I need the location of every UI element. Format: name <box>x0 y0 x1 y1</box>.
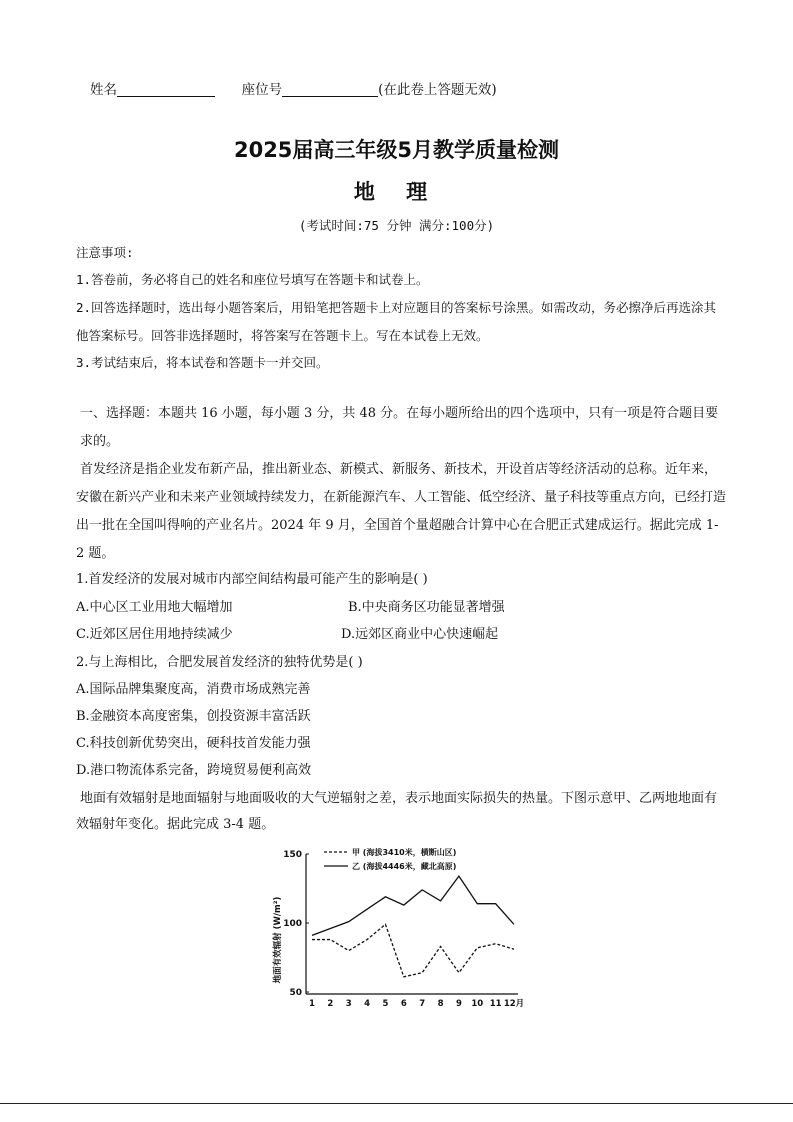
passage-2: 地面有效辐射是地面辐射与地面吸收的大气逆辐射之差，表示地面实际损失的热量。下图示意甲、乙两地地面有效辐射年变化。据此完成 3-4 题。 <box>76 791 718 832</box>
legend-label: 甲 (海拔3410米，横断山区) <box>352 848 457 857</box>
q2-option-d: D.港口物流体系完备，跨境贸易便利高效 <box>76 763 312 778</box>
x-tick-label: 12月 <box>503 999 525 1009</box>
subject-title: 地 理 <box>353 180 440 204</box>
name-label: 姓名 <box>90 82 117 98</box>
notice-item-3: 3.考试结束后，将本试卷和答题卡一并交回。 <box>76 355 329 370</box>
q1-option-c: C.近郊区居住用地持续减少 <box>76 627 233 642</box>
q2-option-a: A.国际品牌集聚度高，消费市场成熟完善 <box>76 682 311 697</box>
exam-title: 2025届高三年级5月教学质量检测 <box>233 138 560 162</box>
x-tick-label: 8 <box>437 999 444 1009</box>
notice-item-2: 2.回答选择题时，选出每小题答案后，用铅笔把答题卡上对应题目的答案标号涂黑。如需改动，务必擦净后再选涂其他答案标号。回答非选择题时，将答案写在答题卡上。写在本试卷上无效。 <box>76 300 717 343</box>
x-tick-label: 3 <box>345 999 352 1009</box>
exam-info: (考试时间:75 分钟 满分:100分) <box>298 218 495 233</box>
y-axis-label: 地面有效辐射 (W/m²) <box>273 896 283 984</box>
q2-stem: 2.与上海相比，合肥发展首发经济的独特优势是( ) <box>76 655 363 670</box>
y-tick-label: 50 <box>289 988 302 998</box>
series-line-jia <box>312 924 514 976</box>
x-tick-label: 2 <box>327 999 334 1009</box>
seat-blank[interactable] <box>282 82 378 97</box>
x-tick-label: 9 <box>455 999 462 1009</box>
legend-label: 乙 (海拔4446米，藏北高原) <box>352 862 457 871</box>
q1-stem: 1.首发经济的发展对城市内部空间结构最可能产生的影响是( ) <box>76 572 428 587</box>
x-tick-label: 6 <box>400 999 407 1009</box>
q2-option-b: B.金融资本高度密集，创投资源丰富活跃 <box>76 709 311 724</box>
passage-1: 首发经济是指企业发布新产品，推出新业态、新模式、新服务、新技术，开设首店等经济活动的总称。近年来，安徽在新兴产业和未来产业领域持续发力，在新能源汽车、人工智能、低空经济、量子科技等重点方向，已经打造出一批在全国叫得响的产业名片。2024 年 9 月，全国首个量超融合计算中心在合肥正式建成运行。据此完成 1-2 题。 <box>76 462 727 561</box>
radiation-chart <box>262 840 542 1020</box>
x-tick-label: 7 <box>419 999 426 1009</box>
seat-label: 座位号 <box>241 82 283 98</box>
candidate-info-line <box>90 78 497 98</box>
x-tick-label: 1 <box>309 999 315 1009</box>
x-tick-label: 11 <box>489 999 502 1009</box>
section-intro: 一、选择题：本题共 16 小题，每小题 3 分，共 48 分。在每小题所给出的四个选项中，只有一项是符合题目要求的。 <box>80 406 719 449</box>
invalid-note: (在此卷上答题无效) <box>378 82 497 98</box>
q2-option-c: C.科技创新优势突出，硬科技首发能力强 <box>76 736 311 751</box>
name-blank[interactable] <box>117 82 215 97</box>
q1-option-a: A.中心区工业用地大幅增加 <box>76 600 233 615</box>
y-tick-label: 150 <box>283 850 302 860</box>
notice-item-1: 1.答卷前，务必将自己的姓名和座位号填写在答题卡和试卷上。 <box>76 272 429 287</box>
notice-heading: 注意事项: <box>76 245 134 260</box>
x-tick-label: 10 <box>471 999 484 1009</box>
series-line-yi <box>312 876 514 935</box>
page-bottom-rule <box>0 1103 793 1104</box>
x-tick-label: 5 <box>382 999 389 1009</box>
q1-option-d: D.远郊区商业中心快速崛起 <box>341 627 499 642</box>
x-tick-label: 4 <box>364 999 371 1009</box>
q1-option-b: B.中央商务区功能显著增强 <box>348 600 505 615</box>
y-tick-label: 100 <box>283 919 302 929</box>
